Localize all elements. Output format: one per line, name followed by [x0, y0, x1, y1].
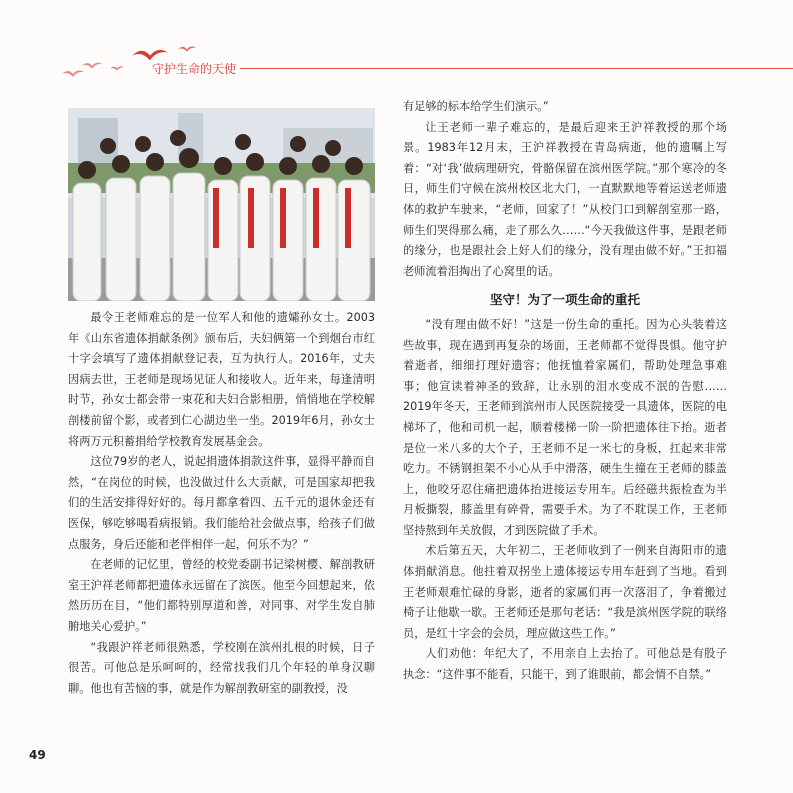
right-column [403, 97, 727, 686]
paragraph: “我跟沪祥老师很熟悉，学校刚在滨州扎根的时候，日子很苦。可他总是乐呵呵的，经常找我们几个年轻的单身汉聊聊。他也有苦恼的事，就是作为解剖教研室的副教授，没 [68, 640, 375, 695]
bird-icon [110, 64, 124, 72]
paragraph: 这位79岁的老人，说起捐遗体捐款这件事，显得平静而自然，“在岗位的时候，也没做过什么大贡献，可是国家却把我们的生活安排得好好的。每月都拿着四、五千元的退休金还有医保，够吃够喝看病报销。我们能给社会做点事，给孩子们做点服务，身后还能和老伴相伴一起，何乐不为？” [68, 455, 375, 551]
page-number: 49 [29, 748, 46, 762]
paragraph: 在老师的记忆里，曾经的校党委副书记梁树樱、解剖教研室王沪祥老师都把遗体永远留在了滨医。他至今回想起来，依然历历在目，“他们都特别厚道和善，对同事、对学生发自肺腑地关心爱护。” [68, 558, 375, 633]
paragraph: 让王老师一辈子难忘的，是最后迎来王沪祥教授的那个场景。1983年12月末，王沪祥教授在青岛病逝，他的遗嘱上写着：“对‘我’做病理研究，骨骼保留在滨州医学院。”那个寒冷的冬日，师生们守候在滨州校区北大门，一直默默地等着运送老师遗体的救护车驶来，“老师，回家了！”从校门口到解剖室那一路，师生们哭得那么痛，走了那么久……“今天我做这件事，是跟老师的缘分，也是跟社会上好人们的缘分，没有理由做不好。”王扣福老师流着泪掏出了心窝里的话。 [403, 120, 727, 278]
paragraph: 人们劝他：年纪大了，不用亲自上去抬了。可他总是有股子执念：“这件事不能看，只能干，到了谁眼前，都会情不自禁。” [403, 647, 727, 682]
page-header [0, 0, 793, 95]
header-rule [152, 68, 793, 69]
group-photo [68, 108, 375, 301]
paragraph: 最令王老师难忘的是一位军人和他的遗孀孙女士。2003年《山东省遗体捐献条例》颁布后，夫妇俩第一个到烟台市红十字会填写了遗体捐献登记表，互为执行人。2016年，丈夫因病去世，王老师是现场见证人和接收人。近年来，每逢清明时节，孙女士都会带一束花和夫妇合影相册，悄悄地在学校解剖楼前留个影，或者到仁心湖边坐一坐。2019年6月，孙女士将两万元积蓄捐给学校教育发展基金会。 [68, 311, 375, 448]
left-column [68, 308, 375, 699]
bird-icon [82, 60, 102, 70]
bird-icon [178, 44, 196, 53]
paragraph: 术后第五天，大年初二，王老师收到了一例来自海阳市的遗体捐献消息。他拄着双拐坐上遗体接运专用车赶到了当地。看到王老师艰难忙碌的身影，逝者的家属们再一次落泪了，争着搬过椅子让他歇一歇。王老师还是那句老话：“我是滨州医学院的联络员，是红十字会的会员，理应做这些工作。” [403, 544, 727, 640]
section-title: 守护生命的天使 [152, 60, 240, 77]
paragraph: “没有理由做不好！”这是一份生命的重托。因为心头装着这些故事，现在遇到再复杂的场面，王老师都不觉得畏惧。他守护着逝者，细细打理好遗容；他抚恤着家属们，帮助处理急事难事；他宣读着神圣的致辞，让永别的泪水变成不泯的告慰……2019年冬天，王老师到滨州市人民医院接受一具遗体，医院的电梯坏了，他和司机一起，顺着楼梯一阶一阶把遗体往下抬。逝者是位一米八多的大个子，王老师不足一米七的身板，扛起来非常吃力。不锈钢担架不小心从手中滑落，硬生生撞在王老师的膝盖上，他咬牙忍住痛把遗体抬进接运专用车。后经磁共振检查为半月板撕裂，膝盖里有碎骨，需要手术。为了不耽误工作，王老师坚持熬到年关放假，才到医院做了手术。 [403, 317, 727, 537]
subheading: 坚守！为了一项生命的重托 [489, 292, 640, 308]
paragraph: 有足够的标本给学生们演示。” [403, 100, 549, 113]
bird-icon [62, 68, 84, 78]
